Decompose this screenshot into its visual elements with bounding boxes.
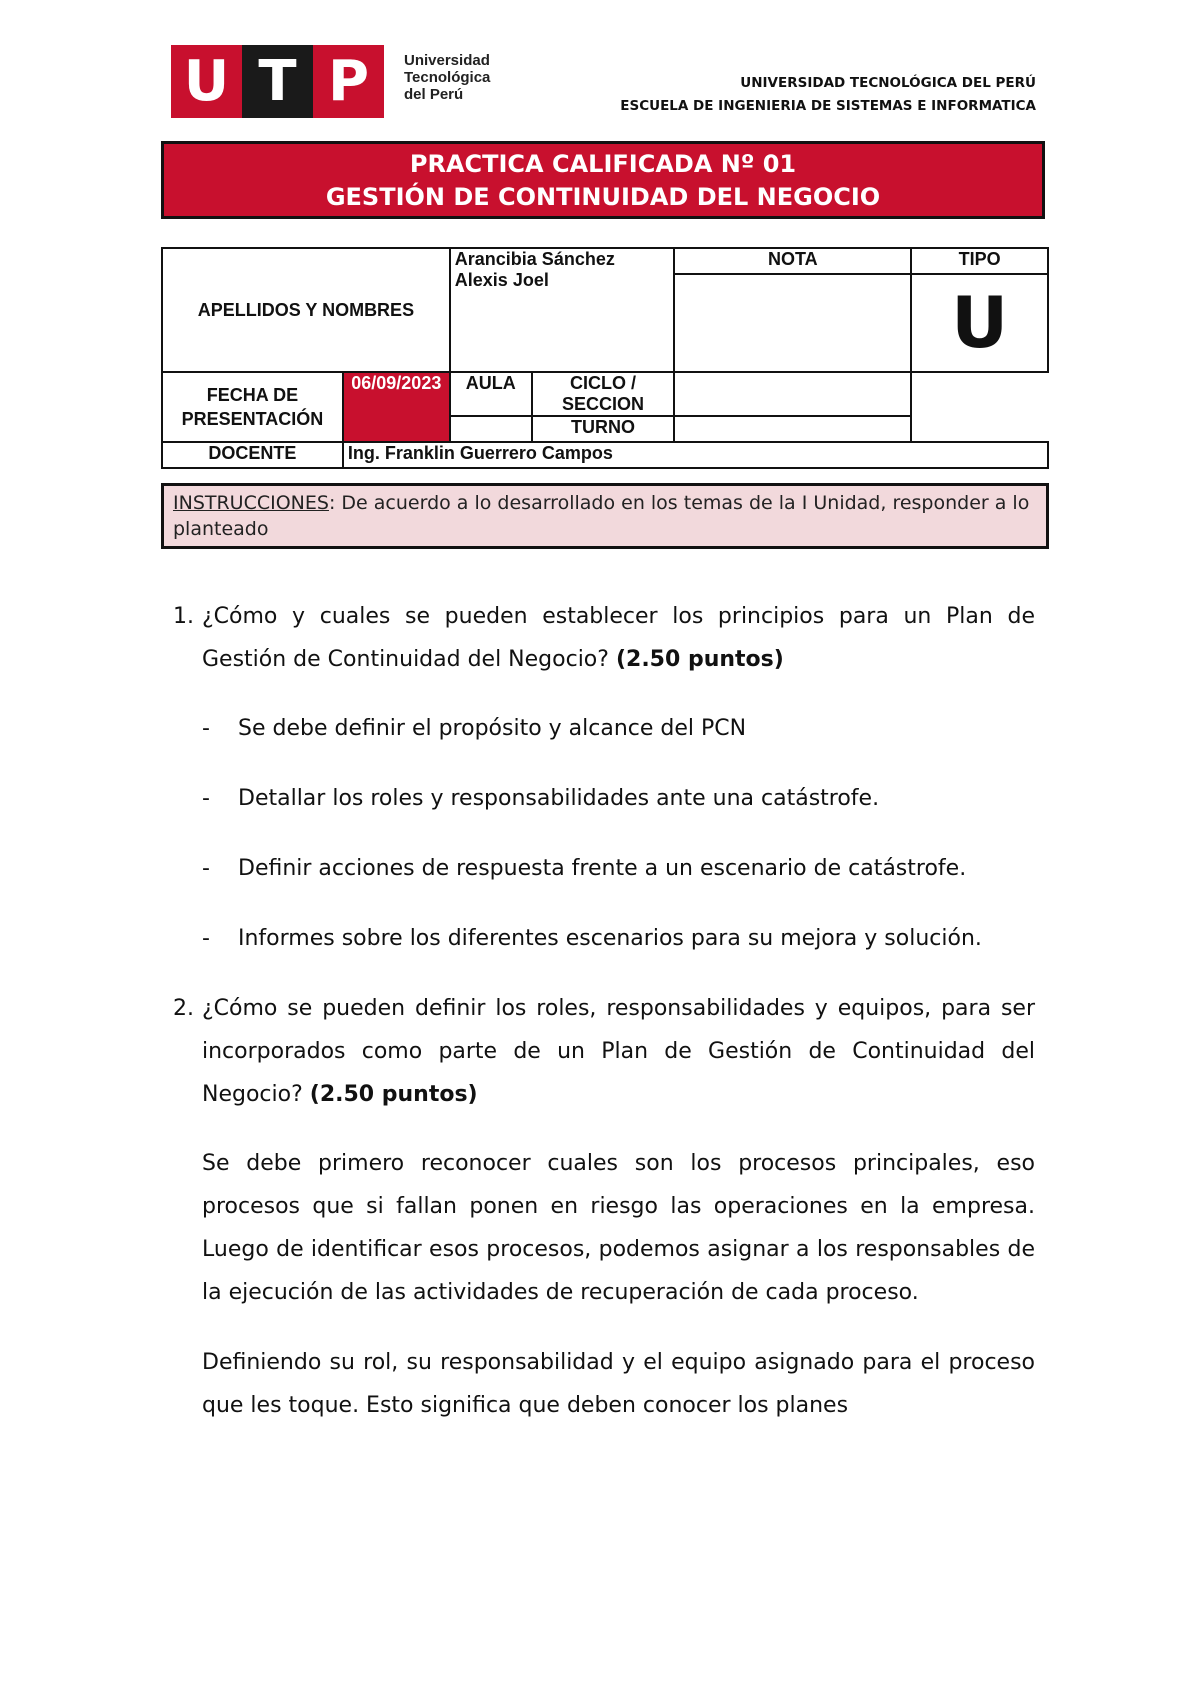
exam-subtitle: GESTIÓN DE CONTINUIDAD DEL NEGOCIO [325,183,881,211]
school-name: ESCUELA DE INGENIERIA DE SISTEMAS E INFORMATICA [620,98,1036,114]
exam-title-banner [161,141,1045,219]
fecha-label: FECHA DE PRESENTACIÓN [162,372,343,442]
logo-text [404,52,490,103]
instructions-text: : De acuerdo a lo desarrollado en los temas de la I Unidad, responder a lo planteado [173,492,1030,540]
instructions-box [161,483,1049,549]
logo-letter-t: T [242,45,313,118]
logo-text-line: Tecnológica [404,69,491,86]
fecha-value: 06/09/2023 [343,372,450,442]
names-label: APELLIDOS Y NOMBRES [162,248,450,372]
question-1 [173,595,1035,681]
list-item [202,777,1035,820]
logo-text-line: Universidad [404,52,490,69]
utp-logo [171,45,384,118]
answer-paragraph: Definiendo su rol, su responsabilidad y el equipo asignado para el proceso que les toque. Esto significa que deben conocer los planes [202,1350,1035,1418]
bullet-dash: - [202,716,210,741]
nota-value [674,274,911,372]
docente-value: Ing. Franklin Guerrero Campos [343,442,1048,468]
question-number: 1. [173,604,194,629]
bullet-dash: - [202,786,210,811]
exam-title: PRACTICA CALIFICADA Nº 01 [409,150,797,178]
ciclo-label: CICLO / SECCION [532,372,675,416]
docente-label: DOCENTE [162,442,343,468]
bullet-text: Se debe definir el propósito y alcance del PCN [238,716,747,741]
question-points: (2.50 puntos) [615,647,784,672]
university-name: UNIVERSIDAD TECNOLÓGICA DEL PERÚ [740,75,1036,91]
bullet-dash: - [202,856,210,881]
logo-text-line: del Perú [404,86,464,103]
logo-letter-u: U [171,45,242,118]
logo-letter-p: P [313,45,384,118]
question-text: ¿Cómo se pueden definir los roles, responsabilidades y equipos, para ser incorporados como parte de un Plan de Gestión de Continuidad del Negocio? (2.50 puntos) [202,996,1035,1107]
question-points: (2.50 puntos) [309,1082,478,1107]
question-2 [173,987,1035,1116]
bullet-text: Definir acciones de respuesta frente a un escenario de catástrofe. [238,856,967,881]
aula-value [450,416,532,442]
turno-value [674,416,911,442]
answer-paragraph: Se debe primero reconocer cuales son los procesos principales, eso procesos que si fallan ponen en riesgo las operaciones en la empresa. Luego de identificar esos procesos, podemos asignar a los responsables de la ejecución de las actividades de recuperación de cada proceso. [202,1151,1035,1305]
ciclo-value [674,372,911,416]
turno-label: TURNO [532,416,675,442]
school-heading [620,72,1036,118]
student-info-table [161,247,1049,469]
instructions-label: INSTRUCCIONES [173,492,329,514]
tipo-value: U [911,274,1048,372]
question-text: ¿Cómo y cuales se pueden establecer los principios para un Plan de Gestión de Continuidad del Negocio? (2.50 puntos) [202,604,1035,672]
bullet-text: Detallar los roles y responsabilidades ante una catástrofe. [238,786,880,811]
question-number: 2. [173,996,194,1021]
tipo-label: TIPO [911,248,1048,274]
list-item [202,707,1035,750]
bullet-dash: - [202,926,210,951]
aula-label: AULA [450,372,532,416]
names-value: Arancibia Sánchez Alexis Joel [450,248,675,372]
list-item [202,917,1035,960]
nota-label: NOTA [674,248,911,274]
bullet-text: Informes sobre los diferentes escenarios para su mejora y solución. [238,926,982,951]
list-item [202,847,1035,890]
questions-section [173,595,1035,1454]
